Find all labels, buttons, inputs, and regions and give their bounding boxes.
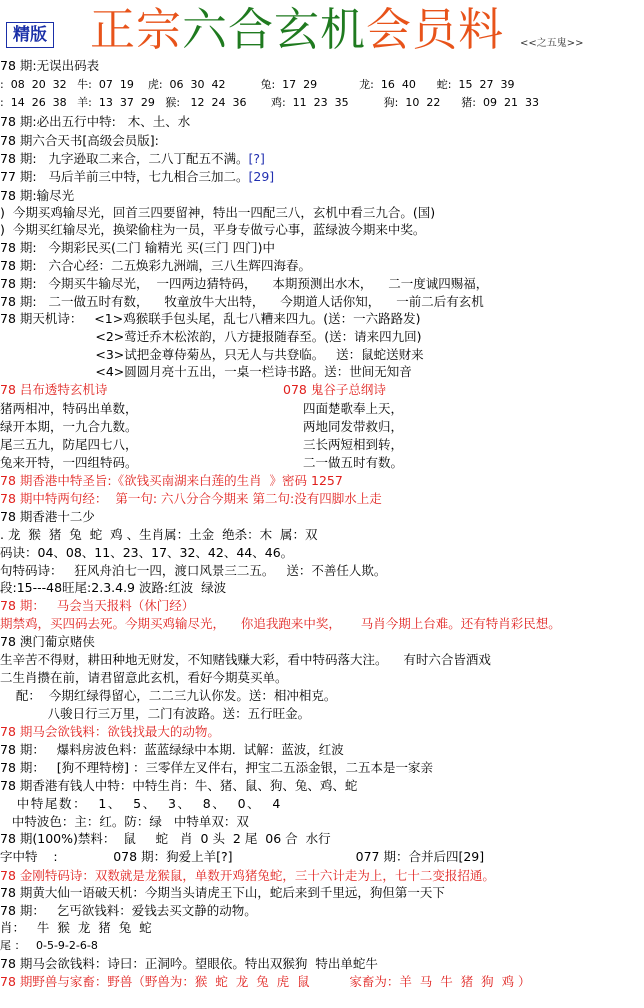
header: [0, 0, 644, 56]
text-line: 段:15---48旺尾:2.3.4.9 波路:红波 绿波: [0, 580, 227, 595]
text-line: 78 期马会欲钱料：欲钱找最大的动物。: [0, 724, 220, 739]
text-line: 尾 ： 0-5-9-2-6-8: [0, 939, 98, 952]
text-line: ) 今期买鸡输尽光，回首三四要留神，特出一四配三八，玄机中看三九合。(国): [0, 205, 436, 220]
text-line: <4>圆圆月亮十五出，一桌一栏诗书路。送：世间无知音: [0, 364, 412, 379]
text-line: <3>试把金尊侍菊丛，只无人与共登临。 送：鼠蛇送财来: [0, 347, 424, 362]
text-line: 中特波色：主：红。防：绿 中特单双：双: [0, 814, 249, 829]
text-line: 78 期天机诗： <1>鸡猴联手包头尾，乱七八糟来四九。(送：一六路路发): [0, 311, 421, 326]
text-line: 绿开本期，一九合九数。: [0, 419, 138, 434]
text-line: 78 吕布透特玄机诗: [0, 382, 108, 397]
title-segment: 会: [366, 3, 413, 56]
text-line: <2>莺迁乔木松浓韵，八方捷报随春至。(送：请来四九回): [0, 329, 422, 344]
text-line: : 14 26 38 羊: 13 37 29 猴: 12 24 36 鸡: 11 23 35 狗: 10 22 猪: 09 21 33: [0, 96, 539, 109]
text-line: 78 期: 二一做五时有数， 牧童放牛大出特， 今期道人话你知， 一前二后有玄机: [0, 294, 484, 309]
text-line: 78 期: 今期买牛输尽光， 一四两边猜特码， 本期预测出水木， 二一度诚四赐福，: [0, 276, 489, 291]
text-line: 生辛苦不得财，耕田种地无财发，不知赌钱赚大彩，看中特码落大注。 有时六合皆酒戏: [0, 652, 491, 667]
text-line: 兔来开特，一四组特码。: [0, 455, 138, 470]
title-segment: 正宗: [90, 3, 183, 56]
text-line: 尾三五九，防尾四七八，: [0, 437, 138, 452]
text-line: 78 期： 爆料房波色料：蓝蓝绿绿中本期. 试解：蓝波，红波: [0, 742, 344, 757]
text-line: 句特码诗： 狂风舟泊七一四，渡口风景三二五。 送：不善任人欺。: [0, 563, 387, 578]
text-line: ) 今期买红输尽光，换梁偷柱为一员，平身专做亏心事，蓝绿波今期来中奖。: [0, 222, 426, 237]
text-line: 78 期:无误出码表: [0, 58, 100, 73]
text-line: 77 期: 马后羊前三中特，七九相合三加二。[29]: [0, 169, 275, 184]
text-line: 78 澳门葡京赌侠: [0, 634, 95, 649]
text-line: 078 鬼谷子总纲诗: [283, 382, 386, 397]
text-line: 78 期香港有钱人中特：中特生肖：牛、猪、鼠、狗、兔、鸡、蛇: [0, 778, 358, 793]
text-line: 78 期(100%)禁料： 鼠 蛇 肖 0 头 2 尾 06 合 水行: [0, 831, 331, 846]
text-line: 两地同发带救归，: [303, 419, 404, 434]
text-line: 78 期野兽与家畜：野兽（野兽为：猴 蛇 龙 兔 虎 鼠 家畜为：羊 马 牛 猪 狗 鸡 ）: [0, 974, 531, 989]
text-line: 配： 今期红绿得留心，二二三九认你发。送：相冲相克。: [0, 688, 337, 703]
page-title: [90, 4, 504, 56]
text-line: 78 期六合天书[高级会员版]:: [0, 133, 159, 148]
text-line: 78 期香港中特圣旨:《欲钱买南湖来白莲的生肖 》密码 1257: [0, 473, 343, 488]
text-line: . 龙 猴 猪 兔 蛇 鸡 、生肖属：土金 绝杀：木 属：双: [0, 527, 318, 542]
text-line: 78 期黄大仙一语破天机：今期当头请虎王下山，蛇后来到千里远，狗但第一天下: [0, 885, 445, 900]
text-line: 猪两相冲，特码出单数，: [0, 401, 138, 416]
text-line: 78 期： [狗不理特榜] ：三零佯左叉伴右，押宝二五添金银，二五本是一家亲: [0, 760, 434, 775]
text-line: 78 期: 六合心经：二五焕彩九洲端，三八生辉四海春。: [0, 258, 312, 273]
text-line: 码诀：04、08、11、23、17、32、42、44、46。: [0, 545, 294, 560]
text-line: 八骏日行三万里，二门有波路。送：五行旺金。: [0, 706, 311, 721]
text-line: 78 期： 马会当天报料（休门经）: [0, 598, 195, 613]
text-line: 四面楚歌奉上天，: [303, 401, 404, 416]
text-line: 78 期马会欲钱料：诗曰：正洞吟。望眼依。特出双猴狗 特出单蛇牛: [0, 956, 378, 971]
text-line: 78 期:输尽光: [0, 188, 75, 203]
text-line: : 08 20 32 牛: 07 19 虎: 06 30 42 兔: 17 29 龙: 16 40 蛇: 15 27 39: [0, 78, 515, 91]
text-line: 期禁鸡，买四码去死。今期买鸡输尽光， 你追我跑来中奖， 马肖今期上台难。还有特肖彩民想。: [0, 616, 561, 631]
answer-tag: [?]: [248, 151, 265, 166]
text-line: 肖： 牛 猴 龙 猪 兔 蛇: [0, 920, 152, 935]
text-line: 中特尾数： 1、 5、 3、 8、 0、 4: [0, 796, 282, 811]
title-segment: 六合: [182, 3, 275, 56]
text-line: 78 期： 乞丐欲钱料：爱钱去买文静的动物。: [0, 903, 257, 918]
answer-tag: [29]: [248, 169, 275, 184]
signature-label: <<之五鬼>>: [520, 38, 584, 49]
title-segment: 员: [412, 3, 459, 56]
text-line: 78 期: 今期彩民买(二门 输精光 买(三门 四门)中: [0, 240, 276, 255]
text-line: 78 期中特两句经： 第一句: 六八分合今期来 第二句:没有四脚水上走: [0, 491, 382, 506]
text-line: 三长两短相到转，: [303, 437, 404, 452]
title-segment: 料: [458, 3, 505, 56]
text-line: 78 期香港十二少: [0, 509, 95, 524]
text-line: 78 金刚特码诗：双数就是龙猴鼠，单数开鸡猪兔蛇，三十六计走为上，七十二变报招通。: [0, 868, 495, 883]
title-segment: 玄机: [274, 3, 367, 56]
text-line: 78 期:必出五行中特: 木、土、水: [0, 114, 191, 129]
text-line: 二一做五时有数。: [303, 455, 404, 470]
text-line: 字中特 : 078 期：狗爱上羊[?] 077 期：合并后四[29]: [0, 849, 485, 864]
text-line: 二生肖攒在前，请君留意此玄机，看好今期莫买单。: [0, 670, 288, 685]
text-line: 78 期: 九字逊取二来合，二八丁配五不满。[?]: [0, 151, 265, 166]
edition-badge: 精版: [6, 22, 54, 48]
